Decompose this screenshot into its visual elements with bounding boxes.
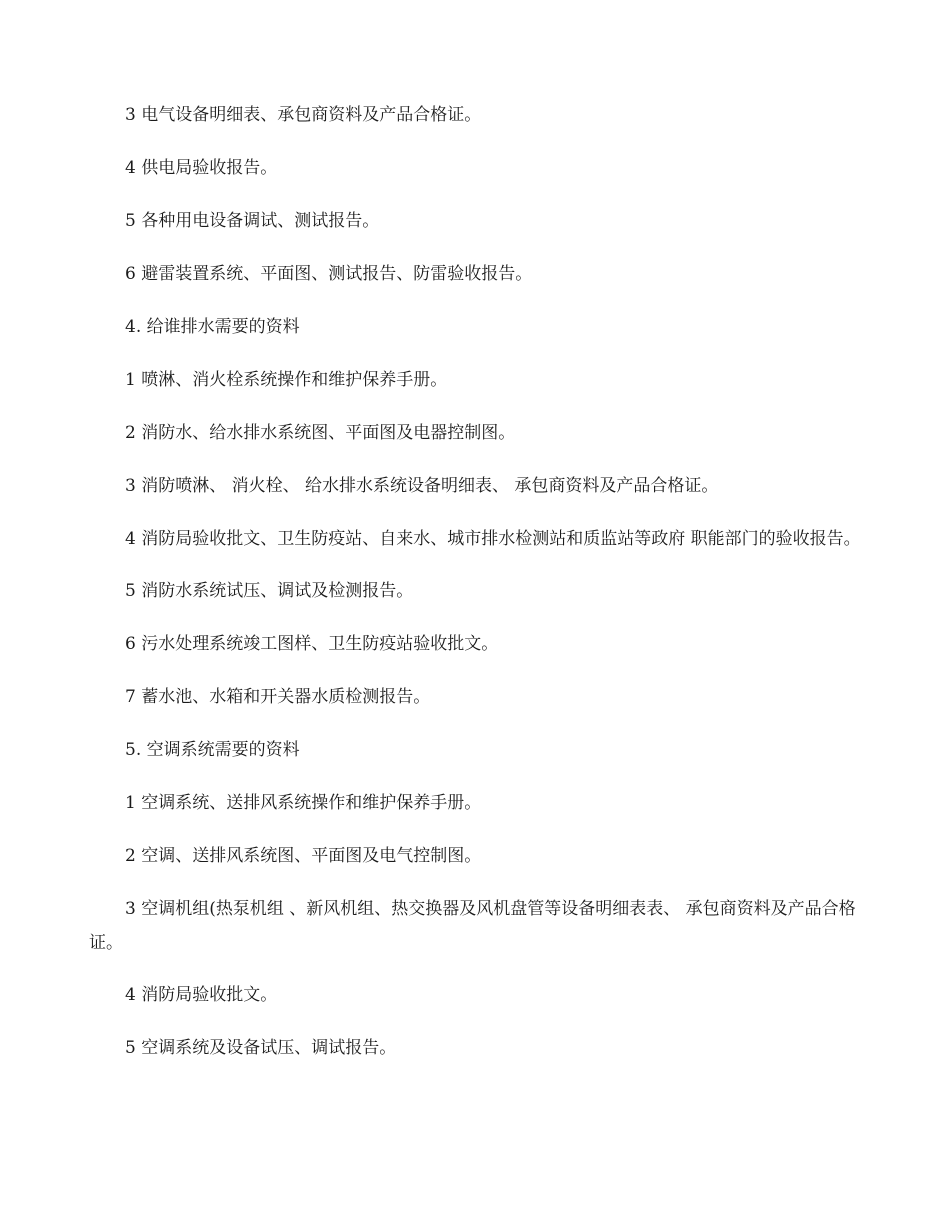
section-heading-water-supply: 4. 给谁排水需要的资料 [125,317,300,337]
paragraph-power-bureau-report: 4 供电局验收报告。 [125,158,278,178]
paragraph-hvac-equipment-list: 3 空调机组(热泵机组 、新风机组、热交换器及风机盘管等设备明细表表、 承包商资料及产品合格证。 [89,899,856,953]
paragraph-electrical-equipment-list: 3 电气设备明细表、承包商资料及产品合格证。 [125,105,482,125]
paragraph-electrical-test-report: 5 各种用电设备调试、测试报告。 [125,211,380,231]
paragraph-hvac-test-report: 5 空调系统及设备试压、调试报告。 [125,1038,397,1058]
paragraph-lightning-protection: 6 避雷装置系统、平面图、测试报告、防雷验收报告。 [125,264,533,284]
paragraph-hvac-manual: 1 空调系统、送排风系统操作和维护保养手册。 [125,793,482,813]
paragraph-fire-equipment-list: 3 消防喷淋、 消火栓、 给水排水系统设备明细表、 承包商资料及产品合格证。 [125,476,719,496]
paragraph-hvac-fire-approval: 4 消防局验收批文。 [125,985,278,1005]
document-body [89,98,863,1084]
paragraph-fire-bureau-approval: 4 消防局验收批文、卫生防疫站、自来水、城市排水检测站和质监站等政府 职能部门的验收报告。 [125,529,861,549]
paragraph-water-quality-report: 7 蓄水池、水箱和开关器水质检测报告。 [125,687,431,707]
paragraph-fire-water-test: 5 消防水系统试压、调试及检测报告。 [125,581,414,601]
paragraph-hvac-diagrams: 2 空调、送排风系统图、平面图及电气控制图。 [125,846,482,866]
paragraph-fire-water-diagrams: 2 消防水、给水排水系统图、平面图及电器控制图。 [125,423,516,443]
paragraph-sprinkler-manual: 1 喷淋、消火栓系统操作和维护保养手册。 [125,370,448,390]
paragraph-sewage-treatment: 6 污水处理系统竣工图样、卫生防疫站验收批文。 [125,634,499,654]
section-heading-hvac: 5. 空调系统需要的资料 [125,740,300,760]
